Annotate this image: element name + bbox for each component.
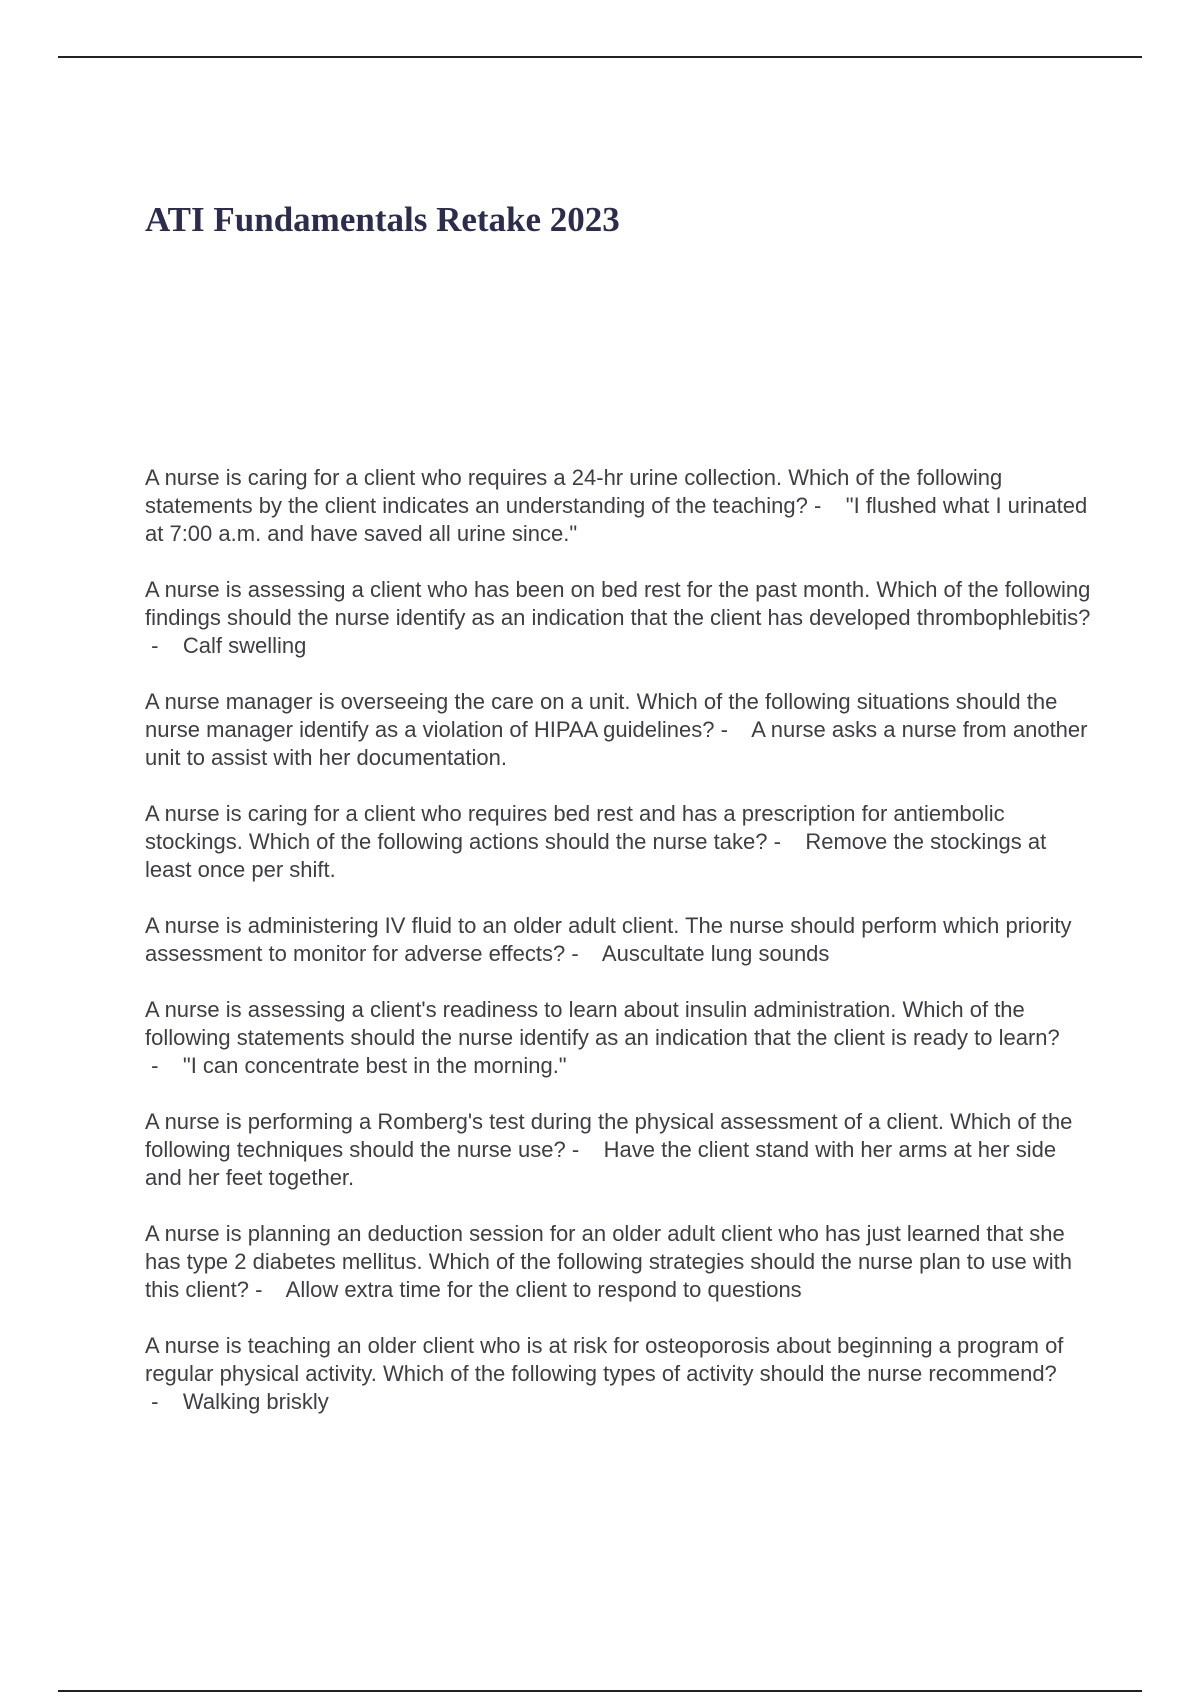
bottom-rule: [58, 1690, 1142, 1692]
answer-text: "I can concentrate best in the morning.": [182, 1053, 567, 1078]
top-rule: [58, 56, 1142, 58]
question-text: A nurse is administering IV fluid to an older adult client. The nurse should perform which priority assessment to monitor for adverse effects?: [145, 913, 1072, 966]
question-text: A nurse manager is overseeing the care on a unit. Which of the following situations should the nurse manager identify as a violation of HIPAA guidelines?: [145, 689, 1058, 742]
question-item: A nurse is administering IV fluid to an older adult client. The nurse should perform which priority assessment to monitor for adverse effects? - Auscultate lung sounds: [145, 913, 1072, 966]
question-item: A nurse is teaching an older client who is at risk for osteoporosis about beginning a program of regular physical activity. Which of the following types of activity should the nurse recommend? - Walking briskly: [145, 1333, 1064, 1414]
answer-text: A nurse asks a nurse from another unit to assist with her documentation.: [145, 717, 1088, 770]
answer-text: Allow extra time for the client to respond to questions: [285, 1277, 802, 1302]
question-item: A nurse is caring for a client who requires a 24-hr urine collection. Which of the following statements by the client indicates an understanding of the teaching? - "I flushed what I urinated at 7:00 a.m. and have saved all urine since.": [145, 465, 1088, 546]
question-item: A nurse is assessing a client who has been on bed rest for the past month. Which of the following findings should the nurse identify as an indication that the client has developed thrombophlebitis? - Calf swelling: [145, 577, 1091, 658]
question-text: A nurse is planning an deduction session for an older adult client who has just learned that she has type 2 diabetes mellitus. Which of the following strategies should the nurse plan to use with this client?: [145, 1221, 1072, 1302]
question-text: A nurse is assessing a client who has been on bed rest for the past month. Which of the following findings should the nurse identify as an indication that the client has developed thrombophlebitis?: [145, 577, 1091, 630]
answer-text: Have the client stand with her arms at her side and her feet together.: [145, 1137, 1057, 1190]
answer-text: Walking briskly: [182, 1389, 329, 1414]
question-text: A nurse is performing a Romberg's test during the physical assessment of a client. Which of the following techniques should the nurse use?: [145, 1109, 1073, 1162]
document-title: ATI Fundamentals Retake 2023: [145, 200, 620, 239]
question-list: [145, 464, 1095, 1444]
question-text: A nurse is assessing a client's readiness to learn about insulin administration. Which of the following statements should the nurse identify as an indication that the client is ready to learn?: [145, 997, 1060, 1050]
answer-text: Auscultate lung sounds: [601, 941, 830, 966]
question-text: A nurse is teaching an older client who is at risk for osteoporosis about beginning a program of regular physical activity. Which of the following types of activity should the nurse recommend?: [145, 1333, 1064, 1386]
answer-text: Calf swelling: [182, 633, 307, 658]
question-item: A nurse is planning an deduction session for an older adult client who has just learned that she has type 2 diabetes mellitus. Which of the following strategies should the nurse plan to use with this client? - Allow extra time for the client to respond to questions: [145, 1221, 1072, 1302]
answer-text: "I flushed what I urinated at 7:00 a.m. and have saved all urine since.": [145, 493, 1088, 546]
question-item: A nurse manager is overseeing the care on a unit. Which of the following situations should the nurse manager identify as a violation of HIPAA guidelines? - A nurse asks a nurse from another unit to assist with her documentation.: [145, 689, 1088, 770]
question-item: A nurse is performing a Romberg's test during the physical assessment of a client. Which of the following techniques should the nurse use? - Have the client stand with her arms at her side and her feet together.: [145, 1109, 1073, 1190]
question-text: A nurse is caring for a client who requires bed rest and has a prescription for antiembolic stockings. Which of the following actions should the nurse take?: [145, 801, 1005, 854]
question-text: A nurse is caring for a client who requires a 24-hr urine collection. Which of the following statements by the client indicates an understanding of the teaching?: [145, 465, 1003, 518]
answer-text: Remove the stockings at least once per shift.: [145, 829, 1047, 882]
question-item: A nurse is assessing a client's readiness to learn about insulin administration. Which of the following statements should the nurse identify as an indication that the client is ready to learn? - "I can concentrate best in the morning.": [145, 997, 1060, 1078]
question-item: A nurse is caring for a client who requires bed rest and has a prescription for antiembolic stockings. Which of the following actions should the nurse take? - Remove the stockings at least once per shift.: [145, 801, 1047, 882]
